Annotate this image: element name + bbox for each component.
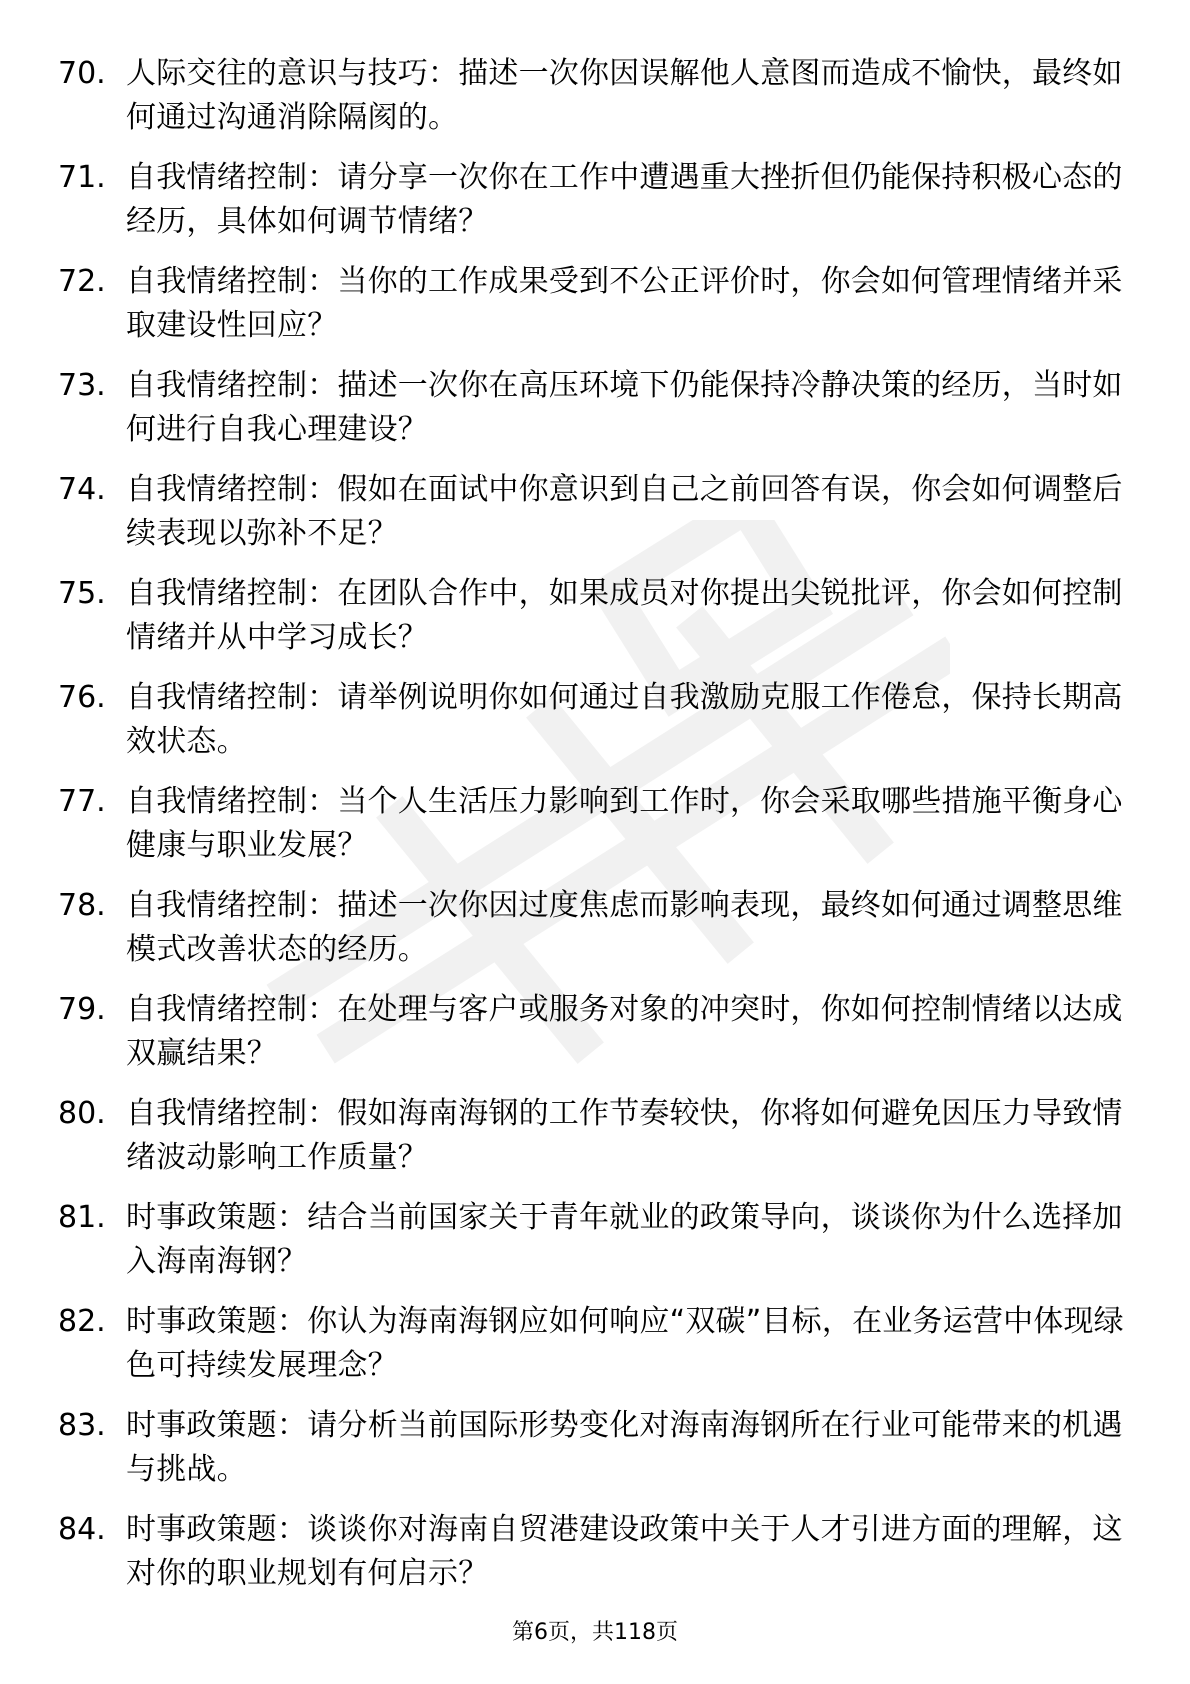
question-item bbox=[58, 884, 1138, 988]
question-item bbox=[58, 780, 1138, 884]
question-number: 81. bbox=[58, 1200, 106, 1235]
question-item bbox=[58, 468, 1138, 572]
question-text: 时事政策题：你认为海南海钢应如何响应“双碳”目标，在业务运营中体现绿色可持续发展理念？ bbox=[126, 1304, 1124, 1383]
question-text: 自我情绪控制：当你的工作成果受到不公正评价时，你会如何管理情绪并采取建设性回应？ bbox=[126, 264, 1123, 343]
question-item bbox=[58, 364, 1138, 468]
question-item bbox=[58, 1404, 1138, 1508]
question-item bbox=[58, 260, 1138, 364]
question-number: 82. bbox=[58, 1304, 106, 1339]
question-number: 78. bbox=[58, 888, 106, 923]
question-text: 时事政策题：结合当前国家关于青年就业的政策导向，谈谈你为什么选择加入海南海钢？ bbox=[126, 1200, 1123, 1279]
page-number-label: 第6页，共118页 bbox=[512, 1620, 678, 1645]
question-item bbox=[58, 1196, 1138, 1300]
question-text: 自我情绪控制：在处理与客户或服务对象的冲突时，你如何控制情绪以达成双赢结果？ bbox=[126, 992, 1123, 1071]
question-number: 71. bbox=[58, 160, 106, 195]
question-item bbox=[58, 676, 1138, 780]
question-item bbox=[58, 1508, 1138, 1612]
question-number: 80. bbox=[58, 1096, 106, 1131]
question-text: 自我情绪控制：假如海南海钢的工作节奏较快，你将如何避免因压力导致情绪波动影响工作质量？ bbox=[126, 1096, 1123, 1175]
question-text: 自我情绪控制：请举例说明你如何通过自我激励克服工作倦怠，保持长期高效状态。 bbox=[126, 680, 1123, 759]
question-number: 76. bbox=[58, 680, 106, 715]
question-number: 72. bbox=[58, 264, 106, 299]
question-number: 74. bbox=[58, 472, 106, 507]
question-text: 自我情绪控制：在团队合作中，如果成员对你提出尖锐批评，你会如何控制情绪并从中学习成长？ bbox=[126, 576, 1123, 655]
question-item bbox=[58, 572, 1138, 676]
question-number: 84. bbox=[58, 1512, 106, 1547]
question-text: 人际交往的意识与技巧：描述一次你因误解他人意图而造成不愉快，最终如何通过沟通消除隔阂的。 bbox=[126, 56, 1123, 135]
question-item bbox=[58, 1092, 1138, 1196]
question-text: 时事政策题：谈谈你对海南自贸港建设政策中关于人才引进方面的理解，这对你的职业规划有何启示？ bbox=[126, 1512, 1123, 1591]
question-text: 自我情绪控制：描述一次你因过度焦虑而影响表现，最终如何通过调整思维模式改善状态的经历。 bbox=[126, 888, 1123, 967]
question-text: 自我情绪控制：请分享一次你在工作中遭遇重大挫折但仍能保持积极心态的经历，具体如何调节情绪？ bbox=[126, 160, 1123, 239]
question-number: 70. bbox=[58, 56, 106, 91]
question-number: 73. bbox=[58, 368, 106, 403]
question-item bbox=[58, 988, 1138, 1092]
question-number: 75. bbox=[58, 576, 106, 611]
question-text: 时事政策题：请分析当前国际形势变化对海南海钢所在行业可能带来的机遇与挑战。 bbox=[126, 1408, 1123, 1487]
question-item bbox=[58, 1300, 1138, 1404]
question-text: 自我情绪控制：当个人生活压力影响到工作时，你会采取哪些措施平衡身心健康与职业发展？ bbox=[126, 784, 1123, 863]
question-number: 77. bbox=[58, 784, 106, 819]
question-number: 79. bbox=[58, 992, 106, 1027]
question-text: 自我情绪控制：假如在面试中你意识到自己之前回答有误，你会如何调整后续表现以弥补不足？ bbox=[126, 472, 1123, 551]
page-footer bbox=[0, 1618, 1190, 1648]
question-number: 83. bbox=[58, 1408, 106, 1443]
question-item bbox=[58, 52, 1138, 156]
question-list bbox=[58, 52, 1138, 1612]
question-item bbox=[58, 156, 1138, 260]
question-text: 自我情绪控制：描述一次你在高压环境下仍能保持冷静决策的经历，当时如何进行自我心理建设？ bbox=[126, 368, 1123, 447]
